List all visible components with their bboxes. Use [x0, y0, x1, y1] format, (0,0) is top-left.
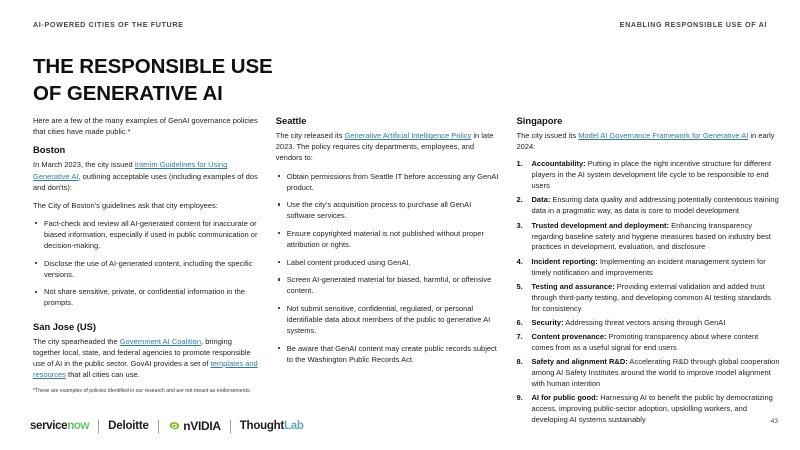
link-government-ai-coalition[interactable]: Government AI Coalition [119, 336, 202, 346]
list-item-term: Safety and alignment R&D: [531, 357, 628, 367]
seattle-para-after: in late 2023. The policy requires city departments, employees, and vendors to: [275, 131, 494, 163]
list-item: Disclose the use of AI-generated content, including the specific versions. [33, 258, 258, 280]
logo-divider [230, 420, 231, 433]
list-item: Ensure copyrighted material is not published without proper attribution or rights. [276, 228, 501, 250]
list-item [517, 195, 781, 217]
list-item-text: Putting in place the right incentive structure for different players in the AI system development life cycle to be responsible to end users [531, 159, 772, 191]
servicenow-logo-text-a: service [30, 420, 68, 432]
list-item-text: Enhancing transparency regarding baseline safety and hygiene measures based on industry best practices in development, evaluation, and disclosure [531, 220, 771, 252]
column-singapore [517, 115, 781, 429]
logo-divider [98, 420, 99, 433]
sanjose-para-after: that all cities can use. [65, 370, 140, 380]
sanjose-para-before: The city spearheaded the [33, 336, 120, 346]
seattle-bullet-list [276, 171, 501, 365]
list-item: Obtain permissions from Seattle IT before accessing any GenAI product. [276, 171, 501, 193]
list-item-term: Content provenance: [531, 332, 607, 342]
footnote-text: *These are examples of policies identified in our research and are not meant as endorsements. [33, 388, 251, 394]
header-left-label: AI-POWERED CITIES OF THE FUTURE [33, 19, 184, 29]
list-item-term: Trusted development and deployment: [531, 220, 670, 230]
thoughtlab-logo [240, 420, 304, 432]
boston-para1-after: , outlining acceptable uses (including examples of dos and don'ts): [33, 171, 258, 192]
boston-bullet-list [33, 218, 258, 309]
list-item: Use the city's acquisition process to purchase all GenAI software services. [276, 199, 501, 221]
list-item: Not share sensitive, private, or confidential information in the prompts. [33, 286, 258, 308]
nvidia-eye-icon [168, 421, 181, 431]
list-item-text: Accelerating R&D through global cooperation among AI Safety Institutes around the world to improve model alignment with human intention [531, 357, 780, 388]
section-heading-boston: Boston [33, 144, 66, 156]
list-item [517, 221, 781, 254]
page-title-line-2: OF GENERATIVE AI [33, 81, 223, 105]
list-item: Not submit sensitive, confidential, regulated, or personal identifiable data about members of the public to generative AI systems. [276, 303, 501, 336]
list-item [517, 257, 781, 279]
page-title-line-1: THE RESPONSIBLE USE [33, 55, 273, 78]
list-item [517, 318, 781, 329]
list-item-term: Security: [531, 317, 564, 327]
section-heading-singapore: Singapore [516, 115, 563, 126]
thoughtlab-logo-text-b: Lab [284, 420, 304, 432]
singapore-para-before: The city issued its [516, 131, 579, 141]
list-item-text: Providing external validation and added trust through third-party testing, and developing common AI testing standards for consistency [531, 281, 771, 313]
list-item [517, 393, 781, 426]
singapore-paragraph [517, 130, 781, 152]
link-boston-interim-guidelines[interactable]: Interim Guidelines for Using Generative AI [33, 160, 228, 181]
boston-paragraph-1 [33, 159, 258, 192]
list-item-term: AI for public good: [531, 393, 599, 403]
intro-paragraph: Here are a few of the many examples of GenAI governance policies that cities have made public.* [33, 116, 258, 137]
section-heading-seattle: Seattle [275, 115, 307, 126]
deloitte-logo: Deloitte [108, 420, 149, 432]
seattle-paragraph [276, 130, 501, 163]
list-item-text: Implementing an incident management system for timely notification and improvements [531, 256, 766, 277]
list-item: Fact-check and review all AI-generated content for inaccurate or biased information, especially if used in public communication or decision-making. [33, 218, 258, 251]
list-item-text: Harnessing AI to benefit the public by democratizing access, improving public-sector adoption, upskilling workers, and developing AI systems sustainably [531, 393, 773, 424]
list-item [517, 159, 781, 192]
partner-logo-bar [30, 416, 304, 436]
seattle-para-before: The city released its [275, 131, 345, 141]
list-item-term: Accountability: [531, 159, 586, 169]
column-boston-sanjose [33, 115, 276, 387]
list-item-text: Ensuring data quality and addressing potentially contentious training data in a pragmatic way, as data is core to model development [531, 195, 779, 216]
link-generative-artificial-intelligence-policy[interactable]: Generative Artificial Intelligence Policy [344, 131, 472, 141]
list-item-term: Testing and assurance: [531, 281, 615, 291]
list-item: Label content produced using GenAI. [276, 257, 501, 268]
singapore-numbered-list [517, 159, 781, 425]
san-jose-paragraph [33, 336, 258, 380]
list-item-text: Addressing threat vectors arising through GenAI [563, 317, 726, 327]
servicenow-logo [30, 420, 89, 432]
list-item [517, 332, 781, 354]
servicenow-logo-text-b: now [67, 420, 90, 432]
singapore-para-after: in early 2024: [516, 131, 775, 152]
list-item [517, 282, 781, 315]
thoughtlab-logo-text-a: Thought [239, 420, 285, 432]
page-title [33, 54, 463, 107]
list-item [517, 357, 781, 390]
list-item-term: Data: [531, 195, 551, 205]
list-item: Be aware that GenAI content may create public records subject to the Washington Public Records Act. [276, 343, 501, 365]
logo-divider [158, 420, 159, 433]
list-item-text: Promoting transparency about where content comes from as a useful signal for end users [531, 332, 759, 352]
column-seattle [276, 115, 517, 371]
slide-header [33, 18, 767, 30]
content-columns [33, 115, 780, 429]
nvidia-logo-text: nVIDIA [183, 419, 221, 433]
boston-para1-before: In March 2023, the city issued [33, 160, 135, 170]
sanjose-para-mid: , bringing together local, state, and federal agencies to promote responsible use of AI in the public sector. GovAI provides a set of [33, 336, 251, 368]
list-item: Screen AI-generated material for biased, harmful, or offensive content. [276, 274, 501, 296]
boston-paragraph-2: The City of Boston's guidelines ask that city employees: [33, 200, 218, 210]
page-number: 43 [770, 418, 778, 425]
link-templates-and-resources[interactable]: templates and resources [33, 358, 258, 380]
nvidia-logo [168, 419, 221, 433]
list-item-term: Incident reporting: [531, 256, 598, 266]
section-heading-san-jose: San Jose (US) [33, 320, 97, 332]
header-right-label: ENABLING RESPONSIBLE USE OF AI [619, 19, 767, 29]
link-model-ai-governance-framework[interactable]: Model AI Governance Framework for Generative AI [578, 131, 749, 141]
